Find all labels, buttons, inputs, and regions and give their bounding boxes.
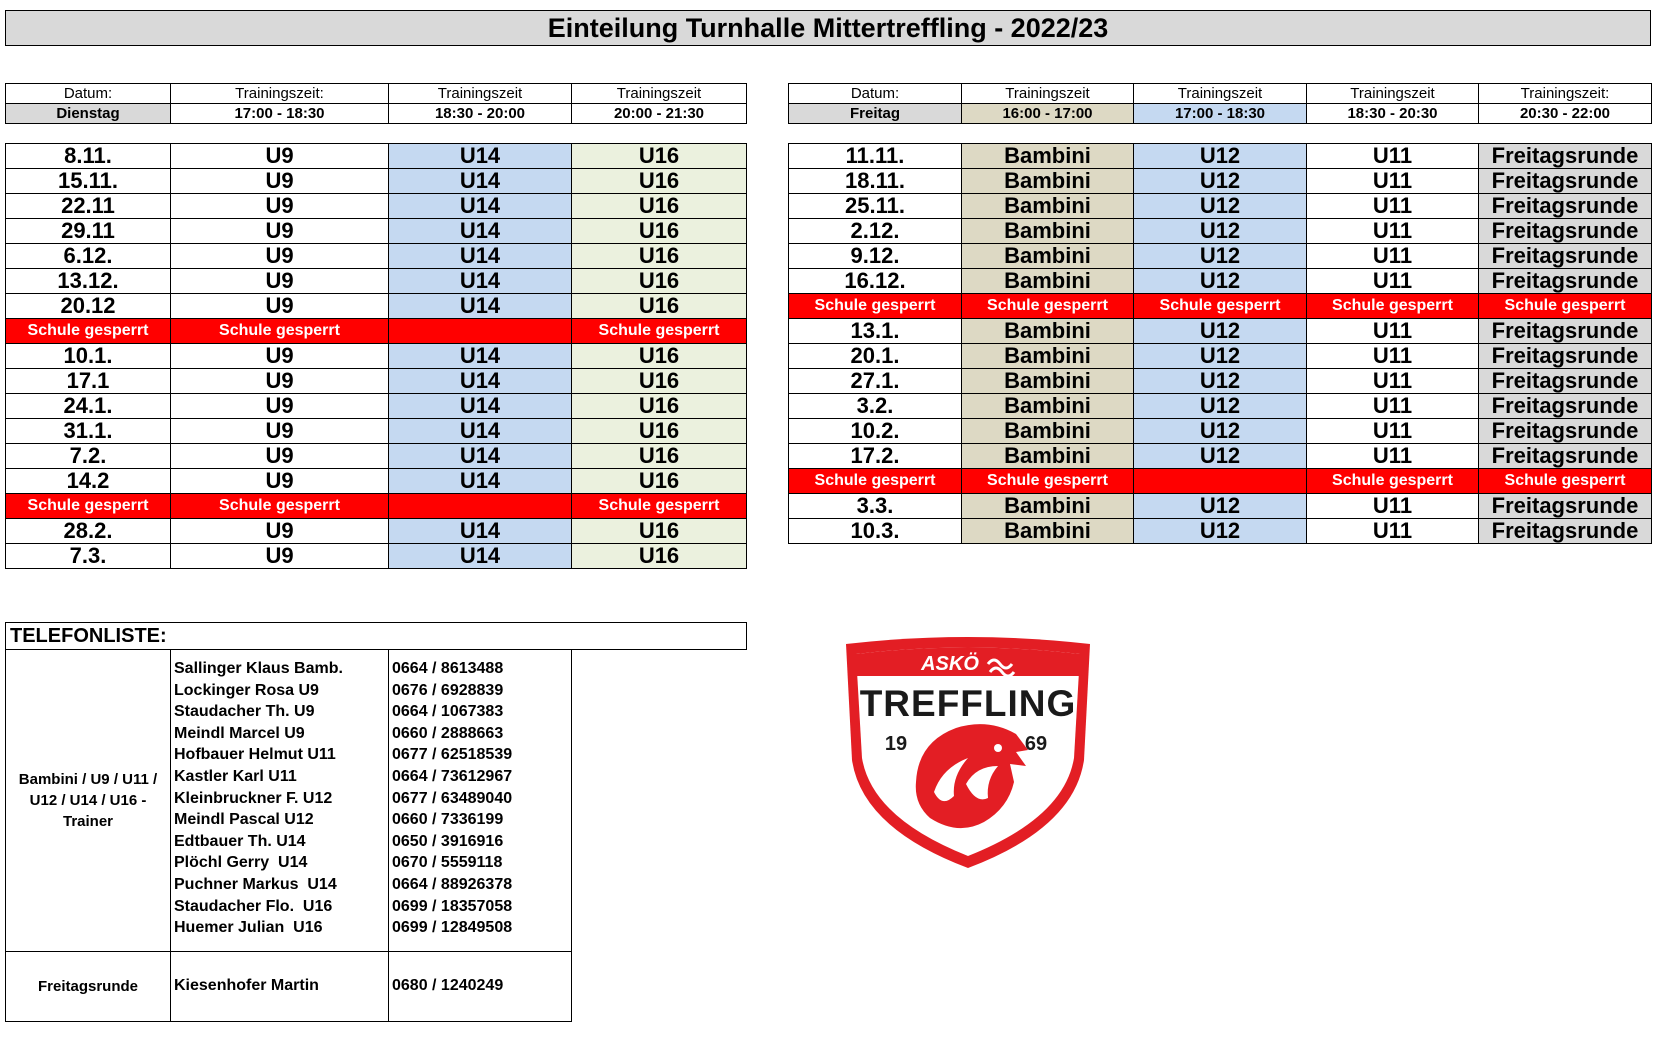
group-cell: U12 [1134, 369, 1307, 394]
schedule-row [6, 544, 747, 569]
header-label: Trainingszeit [1307, 84, 1479, 104]
group-cell: Schule gesperrt [962, 294, 1134, 319]
group-cell: U14 [389, 244, 572, 269]
schedule-row [789, 319, 1652, 344]
date-cell: 20.12 [6, 294, 171, 319]
date-cell: 8.11. [6, 144, 171, 169]
weekday-label: Freitag [789, 104, 962, 124]
date-cell: 13.12. [6, 269, 171, 294]
group-cell: U11 [1307, 144, 1479, 169]
group-cell: Bambini [962, 494, 1134, 519]
date-cell: 24.1. [6, 394, 171, 419]
date-cell: Schule gesperrt [789, 469, 962, 494]
group-cell: U9 [171, 269, 389, 294]
group-cell: U11 [1307, 394, 1479, 419]
group-cell: Bambini [962, 519, 1134, 544]
schedule-row [789, 169, 1652, 194]
group-cell: U9 [171, 344, 389, 369]
group-cell: U14 [389, 194, 572, 219]
date-cell: 31.1. [6, 419, 171, 444]
group-cell: U9 [171, 244, 389, 269]
date-cell: 7.2. [6, 444, 171, 469]
blocked-row [6, 494, 747, 519]
trainer-name: Staudacher Th. U9 [174, 703, 315, 721]
trainer-phones [389, 650, 572, 952]
group-cell: U12 [1134, 444, 1307, 469]
group-cell: Schule gesperrt [171, 494, 389, 519]
date-cell: 10.2. [789, 419, 962, 444]
header-label: Trainingszeit [389, 84, 572, 104]
group-cell: U12 [1134, 144, 1307, 169]
group-cell: Bambini [962, 144, 1134, 169]
group-cell: Freitagsrunde [1479, 419, 1652, 444]
schedule-row [6, 244, 747, 269]
friday-header-values [789, 104, 1652, 124]
date-cell: 10.1. [6, 344, 171, 369]
group-cell: U11 [1307, 269, 1479, 294]
tuesday-header-values [6, 104, 747, 124]
group-cell: U12 [1134, 344, 1307, 369]
group-cell: U16 [572, 219, 747, 244]
group-cell: U9 [171, 294, 389, 319]
group-cell: Schule gesperrt [1479, 469, 1652, 494]
trainer-phone: 0699 / 12849508 [392, 919, 513, 937]
schedule-row [6, 144, 747, 169]
time-slot: 16:00 - 17:00 [962, 104, 1134, 124]
blocked-row [789, 294, 1652, 319]
group-cell: Schule gesperrt [1134, 294, 1307, 319]
group-cell: Freitagsrunde [1479, 169, 1652, 194]
header-label: Datum: [6, 84, 171, 104]
trainer-phone: 0664 / 73612967 [392, 767, 513, 785]
schedule-row [6, 519, 747, 544]
group-cell: Freitagsrunde [1479, 369, 1652, 394]
schedule-row [6, 269, 747, 294]
group-cell: U11 [1307, 244, 1479, 269]
group-cell: U16 [572, 469, 747, 494]
date-cell: 6.12. [6, 244, 171, 269]
time-slot: 18:30 - 20:00 [389, 104, 572, 124]
group-cell: U9 [171, 544, 389, 569]
trainer-name: Puchner Markus U14 [174, 875, 337, 893]
group-cell: U16 [572, 169, 747, 194]
phone-list-table [5, 622, 747, 1022]
friday-category: Freitagsrunde [6, 951, 171, 1021]
date-cell: 20.1. [789, 344, 962, 369]
group-cell: U9 [171, 144, 389, 169]
page-title: Einteilung Turnhalle Mittertreffling - 2022/23 [5, 10, 1651, 46]
group-cell: U9 [171, 194, 389, 219]
group-cell: Freitagsrunde [1479, 244, 1652, 269]
group-cell: U9 [171, 394, 389, 419]
group-cell [389, 494, 572, 519]
group-cell: Freitagsrunde [1479, 319, 1652, 344]
trainer-phone: 0676 / 6928839 [392, 681, 504, 699]
trainer-name: Meindl Marcel U9 [174, 724, 305, 742]
group-cell: U14 [389, 519, 572, 544]
group-cell: U16 [572, 269, 747, 294]
group-cell: U16 [572, 294, 747, 319]
trainer-name: Sallinger Klaus Bamb. [174, 660, 343, 677]
trainer-phone: 0664 / 1067383 [392, 703, 504, 721]
trainer-name: Meindl Pascal U12 [174, 811, 314, 829]
schedule-row [6, 444, 747, 469]
header-label: Trainingszeit [962, 84, 1134, 104]
group-cell: U14 [389, 469, 572, 494]
trainer-name: Huemer Julian U16 [174, 919, 323, 937]
group-cell: U12 [1134, 494, 1307, 519]
group-cell: U9 [171, 469, 389, 494]
group-cell: U9 [171, 444, 389, 469]
logo-year-right: 69 [1024, 733, 1048, 755]
tuesday-header-table [5, 83, 747, 124]
date-cell: 18.11. [789, 169, 962, 194]
friday-header-labels [789, 84, 1652, 104]
schedule-row [6, 169, 747, 194]
trainer-name: Lockinger Rosa U9 [174, 681, 319, 699]
header-label: Trainingszeit [1134, 84, 1307, 104]
group-cell: U9 [171, 219, 389, 244]
schedule-row [6, 294, 747, 319]
group-cell: Freitagsrunde [1479, 144, 1652, 169]
schedule-row [789, 519, 1652, 544]
date-cell: Schule gesperrt [789, 294, 962, 319]
date-cell: 11.11. [789, 144, 962, 169]
group-cell: U9 [171, 419, 389, 444]
blocked-row [789, 469, 1652, 494]
group-cell: Freitagsrunde [1479, 394, 1652, 419]
group-cell: Bambini [962, 169, 1134, 194]
group-cell: U11 [1307, 494, 1479, 519]
group-cell: U11 [1307, 444, 1479, 469]
group-cell: U12 [1134, 394, 1307, 419]
weekday-label: Dienstag [6, 104, 171, 124]
trainer-phone: 0677 / 62518539 [392, 746, 513, 764]
group-cell: U14 [389, 269, 572, 294]
date-cell: Schule gesperrt [6, 319, 171, 344]
trainer-category: Bambini / U9 / U11 / U12 / U14 / U16 - Trainer [6, 650, 171, 952]
group-cell: U11 [1307, 419, 1479, 444]
trainer-phone: 0660 / 7336199 [392, 811, 504, 829]
trainer-phone: 0660 / 2888663 [392, 724, 504, 742]
blocked-row [6, 319, 747, 344]
trainer-phone: 0670 / 5559118 [392, 854, 503, 872]
friday-contact-name: Kiesenhofer Martin [171, 951, 389, 1021]
group-cell [389, 319, 572, 344]
time-slot: 17:00 - 18:30 [1134, 104, 1307, 124]
trainer-phone: 0650 / 3916916 [392, 832, 504, 850]
schedule-row [789, 369, 1652, 394]
group-cell: U12 [1134, 269, 1307, 294]
time-slot: 17:00 - 18:30 [171, 104, 389, 124]
schedule-row [789, 244, 1652, 269]
header-label: Trainingszeit: [1479, 84, 1652, 104]
logo-year-left: 19 [884, 733, 908, 755]
group-cell: Bambini [962, 194, 1134, 219]
group-cell: U14 [389, 544, 572, 569]
group-cell: U14 [389, 369, 572, 394]
group-cell: U12 [1134, 419, 1307, 444]
schedule-row [6, 344, 747, 369]
group-cell: U11 [1307, 194, 1479, 219]
schedule-row [6, 194, 747, 219]
group-cell [1134, 469, 1307, 494]
group-cell: U16 [572, 394, 747, 419]
date-cell: 3.3. [789, 494, 962, 519]
group-cell: U16 [572, 544, 747, 569]
schedule-row [789, 444, 1652, 469]
date-cell: 28.2. [6, 519, 171, 544]
logo-main-text: TREFFLING [859, 683, 1077, 724]
group-cell: U9 [171, 519, 389, 544]
group-cell: U16 [572, 194, 747, 219]
trainer-name: Plöchl Gerry U14 [174, 854, 308, 872]
schedule-row [6, 469, 747, 494]
group-cell: U12 [1134, 194, 1307, 219]
group-cell: Schule gesperrt [1307, 469, 1479, 494]
trainer-phone: 0664 / 8613488 [392, 660, 504, 677]
date-cell: 13.1. [789, 319, 962, 344]
date-cell: 3.2. [789, 394, 962, 419]
date-cell: 16.12. [789, 269, 962, 294]
trainer-names [171, 650, 389, 952]
header-label: Trainingszeit: [171, 84, 389, 104]
group-cell: U16 [572, 419, 747, 444]
time-slot: 18:30 - 20:30 [1307, 104, 1479, 124]
logo-top-text: ASKÖ [921, 653, 979, 675]
group-cell: U12 [1134, 244, 1307, 269]
header-label: Trainingszeit [572, 84, 747, 104]
schedule-row [6, 369, 747, 394]
group-cell: U11 [1307, 319, 1479, 344]
schedule-row [789, 194, 1652, 219]
schedule-row [789, 144, 1652, 169]
group-cell: U16 [572, 444, 747, 469]
group-cell: U11 [1307, 219, 1479, 244]
date-cell: 17.1 [6, 369, 171, 394]
group-cell: Freitagsrunde [1479, 519, 1652, 544]
friday-schedule-table [788, 143, 1652, 544]
group-cell: U14 [389, 144, 572, 169]
schedule-row [789, 419, 1652, 444]
group-cell: U14 [389, 294, 572, 319]
group-cell: Freitagsrunde [1479, 344, 1652, 369]
group-cell: U12 [1134, 219, 1307, 244]
group-cell: U11 [1307, 169, 1479, 194]
group-cell: Bambini [962, 244, 1134, 269]
empty-cell [572, 650, 747, 952]
date-cell: 29.11 [6, 219, 171, 244]
schedule-row [789, 269, 1652, 294]
group-cell: Schule gesperrt [171, 319, 389, 344]
group-cell: Schule gesperrt [572, 494, 747, 519]
group-cell: Bambini [962, 394, 1134, 419]
date-cell: 7.3. [6, 544, 171, 569]
group-cell: Bambini [962, 344, 1134, 369]
group-cell: U14 [389, 219, 572, 244]
group-cell: U16 [572, 369, 747, 394]
time-slot: 20:30 - 22:00 [1479, 104, 1652, 124]
date-cell: 17.2. [789, 444, 962, 469]
date-cell: 10.3. [789, 519, 962, 544]
friday-contact-phone: 0680 / 1240249 [389, 951, 572, 1021]
group-cell: Freitagsrunde [1479, 219, 1652, 244]
group-cell: U16 [572, 344, 747, 369]
group-cell: Bambini [962, 369, 1134, 394]
trainer-phone: 0677 / 63489040 [392, 789, 513, 807]
group-cell: U16 [572, 519, 747, 544]
group-cell: U14 [389, 169, 572, 194]
date-cell: 14.2 [6, 469, 171, 494]
empty-cell [572, 951, 747, 1021]
group-cell: U14 [389, 394, 572, 419]
trainer-name: Kleinbruckner F. U12 [174, 789, 333, 807]
date-cell: 25.11. [789, 194, 962, 219]
group-cell: U16 [572, 144, 747, 169]
group-cell: Schule gesperrt [572, 319, 747, 344]
trainer-name: Kastler Karl U11 [174, 767, 297, 785]
date-cell: Schule gesperrt [6, 494, 171, 519]
group-cell: U11 [1307, 369, 1479, 394]
group-cell: U12 [1134, 169, 1307, 194]
date-cell: 27.1. [789, 369, 962, 394]
friday-header-table [788, 83, 1652, 124]
schedule-row [6, 394, 747, 419]
trainer-name: Staudacher Flo. U16 [174, 897, 333, 915]
group-cell: Schule gesperrt [1479, 294, 1652, 319]
group-cell: Schule gesperrt [1307, 294, 1479, 319]
group-cell: U14 [389, 419, 572, 444]
group-cell: Freitagsrunde [1479, 194, 1652, 219]
group-cell: U14 [389, 344, 572, 369]
group-cell: Schule gesperrt [962, 469, 1134, 494]
group-cell: U16 [572, 244, 747, 269]
date-cell: 9.12. [789, 244, 962, 269]
trainer-name: Hofbauer Helmut U11 [174, 746, 336, 764]
schedule-row [6, 419, 747, 444]
group-cell: U11 [1307, 519, 1479, 544]
schedule-row [6, 219, 747, 244]
trainer-phone: 0699 / 18357058 [392, 897, 513, 915]
group-cell: Freitagsrunde [1479, 269, 1652, 294]
group-cell: Freitagsrunde [1479, 494, 1652, 519]
time-slot: 20:00 - 21:30 [572, 104, 747, 124]
group-cell: U14 [389, 444, 572, 469]
schedule-row [789, 494, 1652, 519]
group-cell: U9 [171, 169, 389, 194]
group-cell: Freitagsrunde [1479, 444, 1652, 469]
group-cell: U12 [1134, 519, 1307, 544]
club-logo [838, 632, 1098, 872]
group-cell: U12 [1134, 319, 1307, 344]
schedule-row [789, 344, 1652, 369]
date-cell: 15.11. [6, 169, 171, 194]
group-cell: U11 [1307, 344, 1479, 369]
date-cell: 2.12. [789, 219, 962, 244]
schedule-row [789, 394, 1652, 419]
group-cell: Bambini [962, 319, 1134, 344]
trainer-name: Edtbauer Th. U14 [174, 832, 306, 850]
header-label: Datum: [789, 84, 962, 104]
group-cell: Bambini [962, 269, 1134, 294]
group-cell: U9 [171, 369, 389, 394]
group-cell: Bambini [962, 219, 1134, 244]
schedule-row [789, 219, 1652, 244]
group-cell: Bambini [962, 444, 1134, 469]
date-cell: 22.11 [6, 194, 171, 219]
tuesday-header-labels [6, 84, 747, 104]
group-cell: Bambini [962, 419, 1134, 444]
trainer-phone: 0664 / 88926378 [392, 875, 513, 893]
tuesday-schedule-table [5, 143, 747, 569]
phone-list-title: TELEFONLISTE: [6, 623, 747, 650]
